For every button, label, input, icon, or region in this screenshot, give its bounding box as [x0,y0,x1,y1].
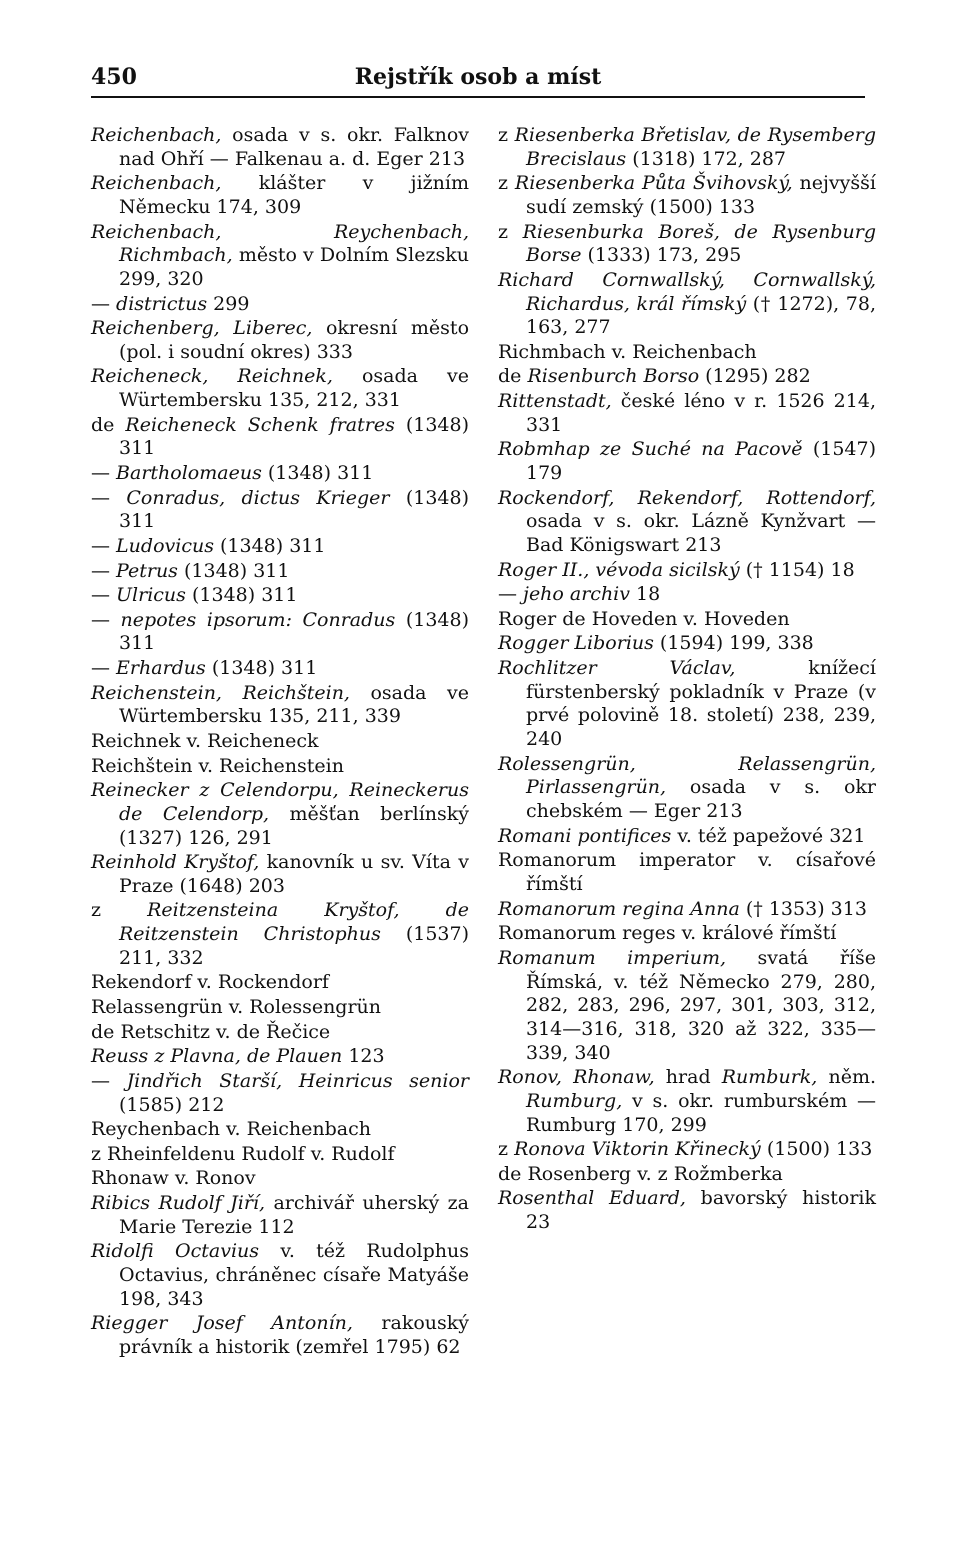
entry-text: klášter v jižním Německu 174, 309 [119,172,469,218]
entry-name-italic: Rolessengrün, Relassengrün, Pirlassengrün, [498,752,876,799]
entry-text: de Retschitz v. de Řečice [91,1020,331,1043]
index-entry [91,971,469,995]
index-entry [91,1312,469,1359]
page-number: 450 [91,64,137,90]
entry-name-italic: Rosenthal Eduard, [498,1187,686,1210]
index-entry [498,390,876,437]
entry-name-italic: Riesenberka Břetislav, de Rysemberg Brecislaus [514,124,876,170]
entry-text: Romanorum imperator v. císařové římští [498,849,876,896]
entry-text: z [498,124,515,146]
entry-name-italic: Bartholomaeus [116,462,262,485]
index-entry [91,682,469,729]
entry-text: — [91,657,117,680]
entry-text: — [91,292,117,315]
entry-text: kanovník u sv. Víta v Praze (1648) 203 [119,851,469,897]
index-entry [91,1143,469,1167]
entry-name-italic: Petrus [116,559,178,582]
entry-name-italic: Robmhap ze Suché na Pacově [498,438,803,461]
index-entry [91,293,469,317]
entry-text: Reichnek v. Reicheneck [91,729,319,752]
entry-text: (1547) 179 [526,438,876,485]
entry-text: z [498,220,523,243]
entry-text: (1348) 311 [185,584,298,607]
entry-name-italic: Riesenberka Půta Švihovský, [514,172,793,195]
entry-text: osada v s. okr. Falknov nad Ohří — Falkenau a. d. Eger 213 [119,124,469,170]
entry-text: z [91,899,148,922]
entry-text: rakouský právník a historik (zemřel 1795) 62 [119,1312,470,1358]
entry-name-italic: Roger II., vévoda sicilský [498,558,740,581]
entry-text: z [498,1138,515,1161]
index-entry [498,1066,876,1137]
entry-text: měšťan berlínský (1327) 126, 291 [119,802,470,849]
entry-text: hrad [654,1066,722,1089]
index-entry [91,730,469,754]
entry-text: (1594) 199, 338 [653,632,814,655]
entry-text: († 1353) 313 [739,897,867,920]
entry-text: Romanorum reges v. králové římští [498,922,837,945]
entry-name-italic: Romanum imperium, [498,946,727,969]
index-entry [91,1045,469,1069]
entry-name-italic: Conradus, dictus Krieger [126,486,390,509]
index-entry [498,608,876,632]
index-entry [498,221,876,268]
entry-name-italic: Reichenbach, Reychenbach, Richmbach, [91,220,469,267]
index-entry [91,609,469,656]
entry-name-italic: Rumburg, [526,1089,623,1112]
entry-name-italic: Romanorum regina Anna [498,897,740,920]
index-entry [498,947,876,1066]
index-entry [91,899,469,970]
entry-text: osada v s. okr chebském — Eger 213 [526,776,876,823]
entry-text: — [91,1069,127,1092]
entry-name-italic: Romani pontifices [498,824,672,847]
entry-text: české léno v r. 1526 214, 331 [526,390,876,436]
entry-text: Rekendorf v. Rockendorf [91,971,329,994]
entry-name-italic: jeho archiv [523,583,630,606]
entry-text: de Rosenberg v. z Rožmberka [498,1162,783,1185]
entry-text: († 1154) 18 [739,558,855,581]
entry-name-italic: Jindřich Starší, Heinricus senior [126,1069,470,1092]
index-entry [91,755,469,779]
entry-name-italic: Reuss z Plavna, de Plauen [91,1045,343,1068]
index-entry [91,779,469,850]
index-entry [498,898,876,922]
entry-text: — [91,462,117,485]
entry-name-italic: Rockendorf, Rekendorf, Rottendorf, [498,486,876,509]
index-entry [91,414,469,461]
entry-name-italic: Reinecker z Celendorpu, Reineckerus de Celendorp, [91,779,469,825]
index-entry [91,1240,469,1311]
entry-text: — [91,534,117,557]
entry-text: (1348) 311 [119,608,469,655]
index-entry [91,1021,469,1045]
entry-text: Richmbach v. Reichenbach [498,340,757,363]
entry-text: (1348) 311 [261,462,374,485]
index-entry [91,487,469,534]
index-entry [91,172,469,219]
entry-name-italic: nepotes ipsorum: Conradus [120,608,396,631]
index-entry [91,851,469,898]
index-entry [91,1118,469,1142]
entry-text: (1500) 133 [760,1138,873,1161]
index-entry [498,657,876,752]
entry-text: v s. okr. rumburském — Rumburg 170, 299 [526,1089,876,1136]
entry-name-italic: Reichenberg, Liberec, [91,317,313,340]
index-entry [498,438,876,485]
index-entry [498,172,876,219]
entry-text: bavorský historik 23 [526,1187,876,1234]
index-column-left [91,124,469,1360]
entry-text: nejvyšší sudí zemský (1500) 133 [526,172,876,218]
entry-text: 299 [207,292,250,315]
entry-name-italic: Erhardus [116,657,206,680]
entry-name-italic: Reinhold Kryštof, [91,851,260,874]
entry-name-italic: Rumburk, [721,1066,818,1089]
index-entry [91,365,469,412]
entry-name-italic: Ronov, Rhonaw, [498,1066,655,1089]
index-entry [498,341,876,365]
entry-name-italic: Rochlitzer Václav, [498,657,736,680]
entry-text: město v Dolním Slezsku 299, 320 [119,244,469,290]
index-entry [91,317,469,364]
index-entry [91,560,469,584]
entry-name-italic: Riegger Josef Antonín, [91,1312,353,1335]
header-rule [91,96,865,98]
entry-text: de [91,413,126,436]
index-entry [91,221,469,292]
index-entry [498,1163,876,1187]
index-entry [498,559,876,583]
entry-text: (1318) 172, 287 [626,147,787,170]
entry-name-italic: Reichenstein, Reichštein, [91,681,350,704]
index-entry [498,269,876,340]
entry-text: archivář uherský za Marie Terezie 112 [119,1191,469,1238]
entry-name-italic: Reichenbach, [91,172,222,195]
entry-text: de [498,365,528,388]
entry-name-italic: Ludovicus [116,534,214,557]
entry-text: 18 [630,583,661,606]
entry-text: 123 [342,1045,385,1068]
entry-name-italic: Ulricus [116,584,186,607]
entry-text: (1295) 282 [699,365,811,388]
entry-text: osada v s. okr. Lázně Kynžvart — Bad Königswart 213 [526,510,876,557]
entry-text: osada ve Würtembersku 135, 212, 331 [119,365,469,412]
entry-text: — [91,559,117,582]
index-entry [498,1187,876,1234]
index-entry [498,922,876,946]
entry-text: Reychenbach v. Reichenbach [91,1118,371,1141]
entry-text: něm. [817,1066,877,1089]
index-entry [91,584,469,608]
entry-text: (1537) 211, 332 [119,923,469,969]
index-entry [498,1138,876,1162]
entry-text: — [91,486,127,509]
entry-text: († 1272), 78, 163, 277 [526,292,876,339]
page-header [91,64,865,100]
running-title: Rejstřík osob a míst [354,64,602,90]
entry-text: — [498,583,524,606]
entry-text: v. též papežové 321 [671,824,866,847]
entry-name-italic: Riesenburka Boreš, de Rysenburg Borse [522,220,876,267]
entry-text: Rhonaw v. Ronov [91,1167,256,1190]
entry-name-italic: Ribics Rudolf Jiří, [91,1191,266,1214]
entry-text: z Rheinfeldenu Rudolf v. Rudolf [91,1142,395,1165]
entry-text: (1348) 311 [119,413,469,460]
index-entry [498,583,876,607]
index-entry [91,996,469,1020]
entry-name-italic: districtus [116,292,208,315]
entry-text: (1585) 212 [119,1093,225,1116]
index-entry [498,487,876,558]
entry-text: (1348) 311 [119,486,469,533]
index-entry [498,825,876,849]
entry-text: knížecí fürstenberský pokladník v Praze (v prvé polovině 18. století) 238, 239, 240 [526,657,876,751]
index-entry [91,124,469,171]
index-entry [498,753,876,824]
entry-text: okresní město (pol. i soudní okres) 333 [119,317,470,363]
entry-text: v. též Rudolphus Octavius, chráněnec císaře Matyáše 198, 343 [119,1240,469,1310]
index-entry [91,1192,469,1239]
index-entry [91,657,469,681]
entry-name-italic: Reicheneck Schenk fratres [125,413,395,436]
entry-text: (1348) 311 [213,534,326,557]
entry-name-italic: Rittenstadt, [498,390,612,413]
entry-name-italic: Reitzensteina Kryštof, de Reitzenstein Christophus [119,899,469,946]
entry-text: — [91,608,121,631]
entry-text: (1348) 311 [177,559,290,582]
index-entry [498,849,876,896]
entry-text: svatá říše Římská, v. též Německo 279, 280, 282, 283, 296, 297, 301, 303, 312, 314—316, 318, 320 až 322, 335—339, 340 [526,946,876,1064]
index-column-right [498,124,876,1236]
entry-name-italic: Reicheneck, Reichnek, [91,365,333,388]
entry-text: osada ve Würtembersku 135, 211, 339 [119,681,469,728]
entry-text: Relassengrün v. Rolessengrün [91,996,382,1019]
entry-text: Roger de Hoveden v. Hoveden [498,607,790,630]
entry-text: — [91,584,117,607]
index-entry [498,632,876,656]
entry-name-italic: Ronova Viktorin Křinecký [514,1138,761,1161]
entry-name-italic: Risenburch Borso [527,365,700,388]
index-entry [498,124,876,171]
entry-name-italic: Rogger Liborius [498,632,654,655]
entry-text: Reichštein v. Reichenstein [91,754,344,777]
entry-text: (1333) 173, 295 [581,244,742,267]
index-entry [91,1070,469,1117]
index-entry [91,535,469,559]
index-entry [498,365,876,389]
index-entry [91,462,469,486]
entry-name-italic: Richard Cornwallský, Cornwallský, Richardus, král římský [498,268,876,315]
entry-text: (1348) 311 [205,657,318,680]
index-entry [91,1167,469,1191]
entry-name-italic: Ridolfi Octavius [91,1240,260,1263]
entry-name-italic: Reichenbach, [91,124,222,146]
entry-text: z [498,172,515,195]
